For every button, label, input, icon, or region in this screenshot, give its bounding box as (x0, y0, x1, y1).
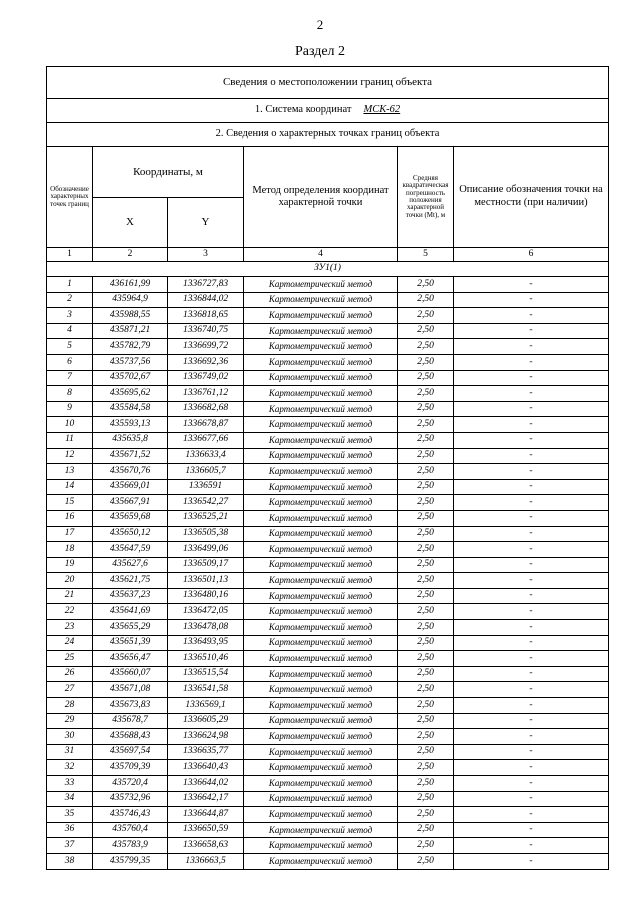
accuracy-cell: 2,50 (398, 292, 454, 308)
coord-y: 1336569,1 (168, 698, 244, 714)
table-row (47, 339, 609, 355)
column-number: 2 (93, 248, 168, 262)
point-number: 9 (47, 401, 93, 417)
point-number: 14 (47, 479, 93, 495)
coord-x: 435737,56 (93, 354, 168, 370)
description-cell: - (454, 853, 609, 869)
method-cell: Картометрический метод (244, 448, 398, 464)
coord-x: 435667,91 (93, 495, 168, 511)
coord-x: 435584,58 (93, 401, 168, 417)
point-number: 1 (47, 277, 93, 293)
point-number: 32 (47, 760, 93, 776)
coord-y: 1336542,27 (168, 495, 244, 511)
point-number: 37 (47, 838, 93, 854)
method-cell: Картометрический метод (244, 526, 398, 542)
point-number: 22 (47, 604, 93, 620)
table-row (47, 822, 609, 838)
point-number: 27 (47, 682, 93, 698)
description-cell: - (454, 495, 609, 511)
description-cell: - (454, 698, 609, 714)
point-number: 25 (47, 651, 93, 667)
method-cell: Картометрический метод (244, 651, 398, 667)
method-cell: Картометрический метод (244, 370, 398, 386)
point-number: 23 (47, 620, 93, 636)
table-row (47, 370, 609, 386)
accuracy-cell: 2,50 (398, 666, 454, 682)
coord-y: 1336635,77 (168, 744, 244, 760)
coord-y: 1336749,02 (168, 370, 244, 386)
method-cell: Картометрический метод (244, 604, 398, 620)
table-row (47, 464, 609, 480)
point-number: 21 (47, 588, 93, 604)
point-number: 36 (47, 822, 93, 838)
coord-x: 435782,79 (93, 339, 168, 355)
header-y: Y (168, 198, 244, 248)
table-row (47, 760, 609, 776)
accuracy-cell: 2,50 (398, 729, 454, 745)
method-cell: Картометрический метод (244, 479, 398, 495)
description-cell: - (454, 776, 609, 792)
method-cell: Картометрический метод (244, 354, 398, 370)
method-cell: Картометрический метод (244, 620, 398, 636)
point-number: 35 (47, 807, 93, 823)
boundary-points-table (46, 66, 609, 870)
coord-x: 435799,35 (93, 853, 168, 869)
method-cell: Картометрический метод (244, 666, 398, 682)
header-coordinates: Координаты, м (93, 147, 244, 198)
table-title: Сведения о местоположении границ объекта (47, 67, 609, 99)
coord-y: 1336844,02 (168, 292, 244, 308)
description-cell: - (454, 635, 609, 651)
coord-y: 1336624,98 (168, 729, 244, 745)
description-cell: - (454, 510, 609, 526)
table-row (47, 729, 609, 745)
accuracy-cell: 2,50 (398, 510, 454, 526)
point-number: 16 (47, 510, 93, 526)
header-x: X (93, 198, 168, 248)
accuracy-cell: 2,50 (398, 417, 454, 433)
method-cell: Картометрический метод (244, 432, 398, 448)
table-row (47, 308, 609, 324)
method-cell: Картометрический метод (244, 807, 398, 823)
coord-x: 435670,76 (93, 464, 168, 480)
description-cell: - (454, 386, 609, 402)
method-cell: Картометрический метод (244, 760, 398, 776)
table-row (47, 604, 609, 620)
description-cell: - (454, 308, 609, 324)
table-row (47, 744, 609, 760)
description-cell: - (454, 432, 609, 448)
method-cell: Картометрический метод (244, 292, 398, 308)
table-row (47, 807, 609, 823)
description-cell: - (454, 682, 609, 698)
accuracy-cell: 2,50 (398, 713, 454, 729)
coord-x: 435671,52 (93, 448, 168, 464)
point-number: 18 (47, 542, 93, 558)
method-cell: Картометрический метод (244, 713, 398, 729)
coord-y: 1336761,12 (168, 386, 244, 402)
accuracy-cell: 2,50 (398, 308, 454, 324)
coord-y: 1336501,13 (168, 573, 244, 589)
coord-x: 435641,69 (93, 604, 168, 620)
parcel-group-label: ЗУ1(1) (47, 262, 609, 277)
description-cell: - (454, 588, 609, 604)
description-cell: - (454, 744, 609, 760)
accuracy-cell: 2,50 (398, 464, 454, 480)
coord-y: 1336472,05 (168, 604, 244, 620)
accuracy-cell: 2,50 (398, 604, 454, 620)
table-row (47, 620, 609, 636)
column-number: 4 (244, 248, 398, 262)
coord-y: 1336478,08 (168, 620, 244, 636)
column-number: 5 (398, 248, 454, 262)
accuracy-cell: 2,50 (398, 651, 454, 667)
description-cell: - (454, 713, 609, 729)
coord-x: 435669,01 (93, 479, 168, 495)
method-cell: Картометрический метод (244, 339, 398, 355)
column-number: 1 (47, 248, 93, 262)
accuracy-cell: 2,50 (398, 432, 454, 448)
table-row (47, 635, 609, 651)
description-cell: - (454, 838, 609, 854)
point-number: 20 (47, 573, 93, 589)
description-cell: - (454, 604, 609, 620)
coord-x: 436161,99 (93, 277, 168, 293)
accuracy-cell: 2,50 (398, 277, 454, 293)
accuracy-cell: 2,50 (398, 557, 454, 573)
accuracy-cell: 2,50 (398, 448, 454, 464)
accuracy-cell: 2,50 (398, 635, 454, 651)
description-cell: - (454, 448, 609, 464)
accuracy-cell: 2,50 (398, 495, 454, 511)
table-row (47, 698, 609, 714)
description-cell: - (454, 401, 609, 417)
coord-y: 1336740,75 (168, 323, 244, 339)
table-row (47, 713, 609, 729)
header-point-designation: Обозначение характерных точек границ (47, 147, 93, 248)
header-method: Метод определения координат характерной точки (244, 147, 398, 248)
coord-y: 1336493,95 (168, 635, 244, 651)
table-row (47, 386, 609, 402)
point-number: 26 (47, 666, 93, 682)
point-number: 5 (47, 339, 93, 355)
accuracy-cell: 2,50 (398, 588, 454, 604)
accuracy-cell: 2,50 (398, 542, 454, 558)
point-number: 7 (47, 370, 93, 386)
table-row (47, 682, 609, 698)
coord-y: 1336677,66 (168, 432, 244, 448)
accuracy-cell: 2,50 (398, 776, 454, 792)
accuracy-cell: 2,50 (398, 323, 454, 339)
method-cell: Картометрический метод (244, 791, 398, 807)
description-cell: - (454, 573, 609, 589)
coord-y: 1336658,63 (168, 838, 244, 854)
method-cell: Картометрический метод (244, 308, 398, 324)
coord-y: 1336818,65 (168, 308, 244, 324)
coord-y: 1336644,02 (168, 776, 244, 792)
coord-x: 435702,67 (93, 370, 168, 386)
accuracy-cell: 2,50 (398, 354, 454, 370)
table-row (47, 354, 609, 370)
coord-x: 435627,6 (93, 557, 168, 573)
description-cell: - (454, 729, 609, 745)
accuracy-cell: 2,50 (398, 479, 454, 495)
coord-y: 1336650,59 (168, 822, 244, 838)
table-row (47, 588, 609, 604)
coord-x: 435637,23 (93, 588, 168, 604)
point-number: 3 (47, 308, 93, 324)
method-cell: Картометрический метод (244, 542, 398, 558)
method-cell: Картометрический метод (244, 557, 398, 573)
table-row (47, 323, 609, 339)
coord-x: 435760,4 (93, 822, 168, 838)
coord-x: 435656,47 (93, 651, 168, 667)
description-cell: - (454, 822, 609, 838)
coord-x: 435621,75 (93, 573, 168, 589)
accuracy-cell: 2,50 (398, 822, 454, 838)
coord-x: 435871,21 (93, 323, 168, 339)
coord-y: 1336591 (168, 479, 244, 495)
coord-x: 435732,96 (93, 791, 168, 807)
method-cell: Картометрический метод (244, 417, 398, 433)
description-cell: - (454, 323, 609, 339)
point-number: 13 (47, 464, 93, 480)
accuracy-cell: 2,50 (398, 386, 454, 402)
method-cell: Картометрический метод (244, 698, 398, 714)
table-row (47, 542, 609, 558)
table-row (47, 495, 609, 511)
description-cell: - (454, 760, 609, 776)
coord-x: 435659,68 (93, 510, 168, 526)
accuracy-cell: 2,50 (398, 620, 454, 636)
description-cell: - (454, 354, 609, 370)
table-row (47, 791, 609, 807)
method-cell: Картометрический метод (244, 510, 398, 526)
column-number: 6 (454, 248, 609, 262)
points-section-label: 2. Сведения о характерных точках границ объекта (47, 123, 609, 147)
accuracy-cell: 2,50 (398, 838, 454, 854)
point-number: 33 (47, 776, 93, 792)
header-accuracy: Средняя квадратическая погрешность положения характерной точки (Mt), м (398, 147, 454, 248)
coord-x: 435651,39 (93, 635, 168, 651)
table-row (47, 292, 609, 308)
description-cell: - (454, 651, 609, 667)
coord-y: 1336605,7 (168, 464, 244, 480)
coordinate-system-value: МСК-62 (363, 104, 401, 116)
description-cell: - (454, 557, 609, 573)
coord-y: 1336605,29 (168, 713, 244, 729)
method-cell: Картометрический метод (244, 838, 398, 854)
coord-y: 1336663,5 (168, 853, 244, 869)
method-cell: Картометрический метод (244, 386, 398, 402)
coord-y: 1336678,87 (168, 417, 244, 433)
coord-y: 1336480,16 (168, 588, 244, 604)
description-cell: - (454, 542, 609, 558)
page-number: 2 (316, 17, 324, 32)
coord-y: 1336509,17 (168, 557, 244, 573)
description-cell: - (454, 620, 609, 636)
table-row (47, 853, 609, 869)
table-row (47, 526, 609, 542)
description-cell: - (454, 479, 609, 495)
accuracy-cell: 2,50 (398, 807, 454, 823)
accuracy-cell: 2,50 (398, 760, 454, 776)
point-number: 10 (47, 417, 93, 433)
coord-y: 1336642,17 (168, 791, 244, 807)
table-row (47, 510, 609, 526)
point-number: 11 (47, 432, 93, 448)
description-cell: - (454, 464, 609, 480)
point-number: 19 (47, 557, 93, 573)
description-cell: - (454, 417, 609, 433)
method-cell: Картометрический метод (244, 401, 398, 417)
table-row (47, 401, 609, 417)
coord-y: 1336505,38 (168, 526, 244, 542)
accuracy-cell: 2,50 (398, 339, 454, 355)
description-cell: - (454, 807, 609, 823)
point-number: 15 (47, 495, 93, 511)
coord-x: 435688,43 (93, 729, 168, 745)
coord-x: 435671,08 (93, 682, 168, 698)
point-number: 12 (47, 448, 93, 464)
point-number: 30 (47, 729, 93, 745)
coord-y: 1336699,72 (168, 339, 244, 355)
description-cell: - (454, 526, 609, 542)
coordinate-system-row (47, 99, 609, 123)
section-title: Раздел 2 (294, 44, 346, 59)
coord-x: 435678,7 (93, 713, 168, 729)
coord-y: 1336499,06 (168, 542, 244, 558)
method-cell: Картометрический метод (244, 635, 398, 651)
coord-x: 435593,13 (93, 417, 168, 433)
coord-y: 1336633,4 (168, 448, 244, 464)
accuracy-cell: 2,50 (398, 370, 454, 386)
method-cell: Картометрический метод (244, 495, 398, 511)
method-cell: Картометрический метод (244, 776, 398, 792)
accuracy-cell: 2,50 (398, 682, 454, 698)
coord-y: 1336541,58 (168, 682, 244, 698)
point-number: 28 (47, 698, 93, 714)
description-cell: - (454, 666, 609, 682)
method-cell: Картометрический метод (244, 323, 398, 339)
point-number: 4 (47, 323, 93, 339)
coord-y: 1336640,43 (168, 760, 244, 776)
accuracy-cell: 2,50 (398, 526, 454, 542)
coord-x: 435635,8 (93, 432, 168, 448)
coord-y: 1336515,54 (168, 666, 244, 682)
accuracy-cell: 2,50 (398, 744, 454, 760)
accuracy-cell: 2,50 (398, 401, 454, 417)
method-cell: Картометрический метод (244, 822, 398, 838)
accuracy-cell: 2,50 (398, 791, 454, 807)
coord-x: 435647,59 (93, 542, 168, 558)
coord-y: 1336682,68 (168, 401, 244, 417)
coord-y: 1336727,83 (168, 277, 244, 293)
description-cell: - (454, 339, 609, 355)
coord-x: 435709,39 (93, 760, 168, 776)
coord-x: 435964,9 (93, 292, 168, 308)
description-cell: - (454, 292, 609, 308)
method-cell: Картометрический метод (244, 588, 398, 604)
coord-x: 435697,54 (93, 744, 168, 760)
point-number: 24 (47, 635, 93, 651)
table-row (47, 557, 609, 573)
table-row (47, 277, 609, 293)
coord-x: 435650,12 (93, 526, 168, 542)
coord-x: 435673,83 (93, 698, 168, 714)
header-description: Описание обозначения точки на местности (при наличии) (454, 147, 609, 248)
coordinate-system-label: 1. Система координат (254, 104, 352, 116)
point-number: 2 (47, 292, 93, 308)
coord-x: 435783,9 (93, 838, 168, 854)
description-cell: - (454, 277, 609, 293)
table-row (47, 838, 609, 854)
coord-y: 1336692,36 (168, 354, 244, 370)
table-row (47, 573, 609, 589)
method-cell: Картометрический метод (244, 729, 398, 745)
table-row (47, 651, 609, 667)
method-cell: Картометрический метод (244, 682, 398, 698)
method-cell: Картометрический метод (244, 744, 398, 760)
method-cell: Картометрический метод (244, 464, 398, 480)
table-row (47, 417, 609, 433)
method-cell: Картометрический метод (244, 573, 398, 589)
point-number: 17 (47, 526, 93, 542)
coord-x: 435988,55 (93, 308, 168, 324)
table-row (47, 479, 609, 495)
method-cell: Картометрический метод (244, 853, 398, 869)
point-number: 38 (47, 853, 93, 869)
coord-y: 1336510,46 (168, 651, 244, 667)
point-number: 29 (47, 713, 93, 729)
table-row (47, 776, 609, 792)
accuracy-cell: 2,50 (398, 853, 454, 869)
table-row (47, 666, 609, 682)
coord-x: 435746,43 (93, 807, 168, 823)
point-number: 8 (47, 386, 93, 402)
coord-x: 435695,62 (93, 386, 168, 402)
coord-y: 1336644,87 (168, 807, 244, 823)
column-number: 3 (168, 248, 244, 262)
point-number: 34 (47, 791, 93, 807)
description-cell: - (454, 791, 609, 807)
coord-y: 1336525,21 (168, 510, 244, 526)
coord-x: 435660,07 (93, 666, 168, 682)
table-row (47, 448, 609, 464)
description-cell: - (454, 370, 609, 386)
method-cell: Картометрический метод (244, 277, 398, 293)
table-row (47, 432, 609, 448)
coord-x: 435720,4 (93, 776, 168, 792)
accuracy-cell: 2,50 (398, 698, 454, 714)
accuracy-cell: 2,50 (398, 573, 454, 589)
point-number: 31 (47, 744, 93, 760)
point-number: 6 (47, 354, 93, 370)
coord-x: 435655,29 (93, 620, 168, 636)
